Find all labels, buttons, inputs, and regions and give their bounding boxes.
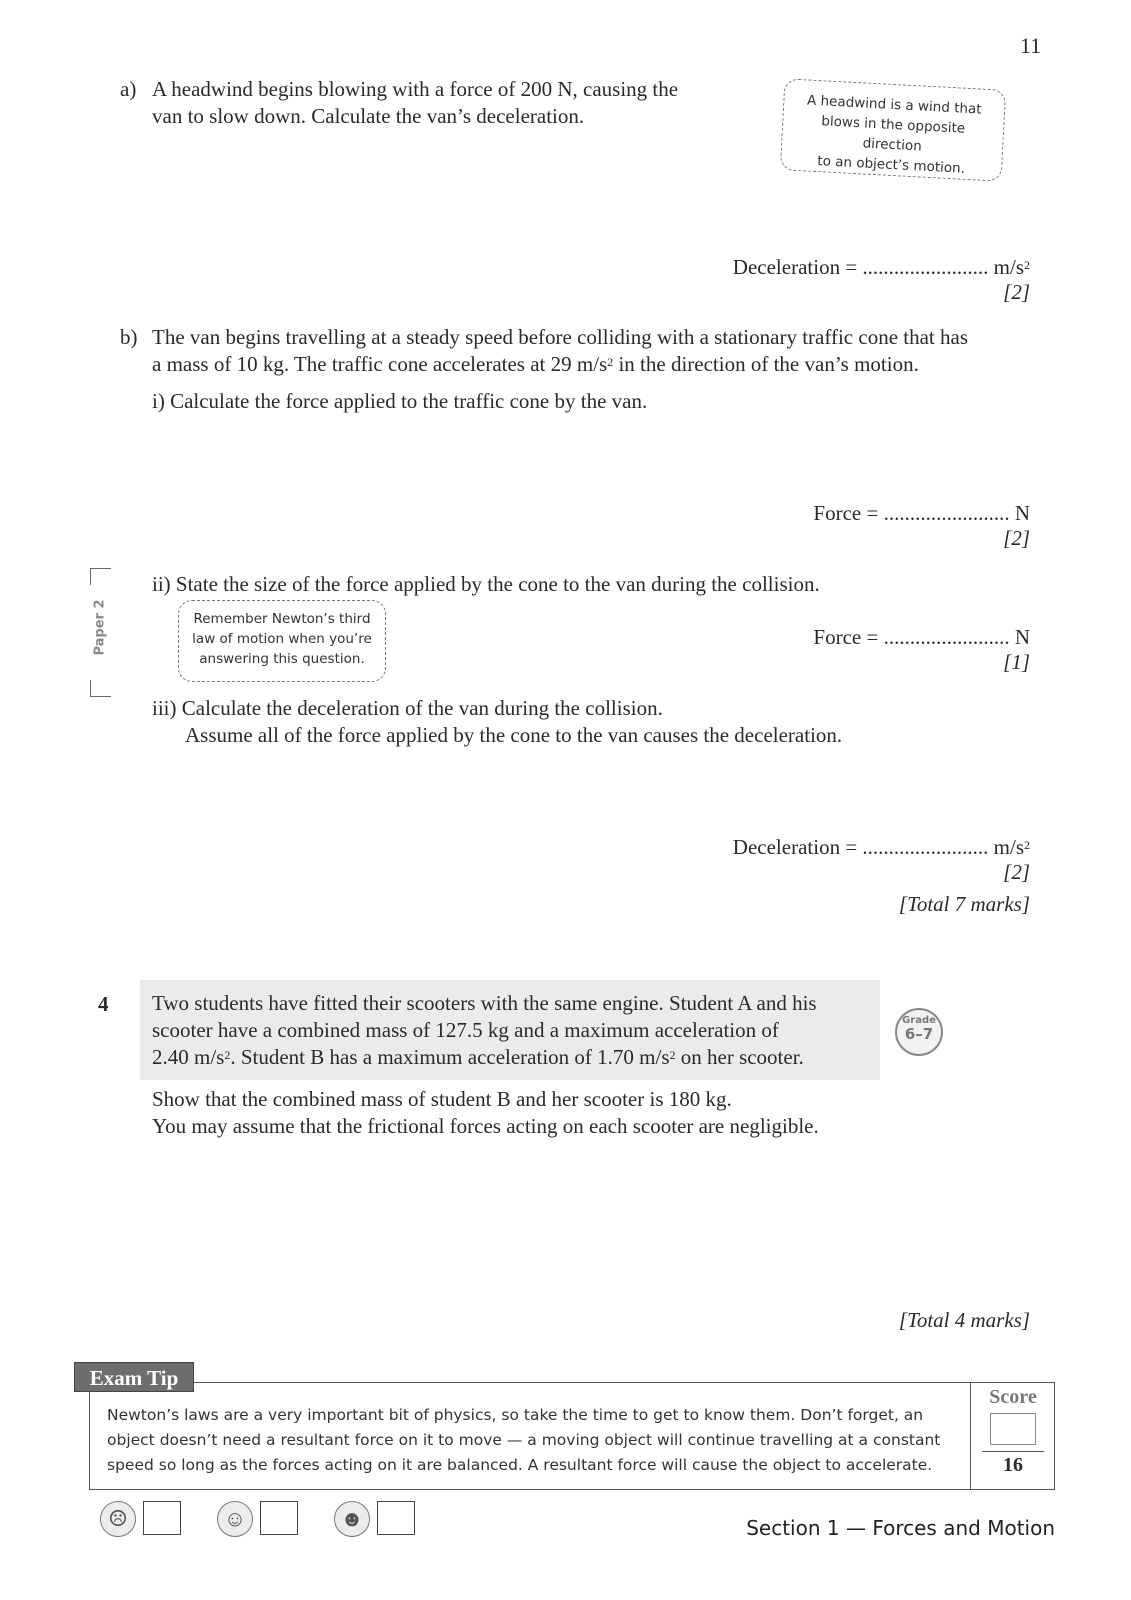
hint-line: law of motion when you’re xyxy=(192,631,372,647)
q3b-text xyxy=(152,324,1052,378)
q3b-iii-line2: Assume all of the force applied by the cone to the van causes the deceleration. xyxy=(185,723,843,747)
confidence-box-1[interactable] xyxy=(143,1501,181,1535)
q3b-label: b) xyxy=(120,325,138,349)
hint-line: Remember Newton’s third xyxy=(193,611,371,627)
superscript: 2 xyxy=(224,1048,231,1062)
hint-line: to an object’s motion. xyxy=(816,153,966,177)
q3a-text-line1: A headwind begins blowing with a force of 200 N, causing the xyxy=(152,77,679,101)
answer-unit: m/s xyxy=(993,835,1024,859)
q3b-iii-text xyxy=(152,695,952,749)
q4-line2: scooter have a combined mass of 127.5 kg and a maximum acceleration of xyxy=(152,1018,779,1042)
confidence-box-3[interactable] xyxy=(377,1501,415,1535)
q3b-iii-marks: [2] xyxy=(1003,860,1030,884)
answer-unit-sup: 2 xyxy=(1024,838,1030,852)
q4-show-text xyxy=(152,1086,952,1140)
answer-unit: m/s xyxy=(993,255,1024,279)
answer-label: Force = ........................ xyxy=(813,501,1010,525)
q4-line3 xyxy=(152,1044,872,1071)
hint-line: blows in the opposite direction xyxy=(820,113,966,155)
side-tab-bracket-bottom xyxy=(90,680,111,697)
headwind-hint-bubble xyxy=(780,78,1007,181)
superscript: 2 xyxy=(669,1048,676,1062)
q3b-text-line2 xyxy=(152,351,1052,378)
q3b-ii-answer-line[interactable] xyxy=(700,624,1030,651)
answer-unit: N xyxy=(1014,625,1030,649)
text-part: . Student B has a maximum acceleration of 1.70 m/s xyxy=(230,1045,670,1069)
q3a-text-line2: van to slow down. Calculate the van’s deceleration. xyxy=(152,104,585,128)
q3b-i-marks: [2] xyxy=(1003,526,1030,550)
q3a-marks: [2] xyxy=(1003,280,1030,304)
q3b-iii-answer-line[interactable] xyxy=(600,834,1030,861)
q3b-text-line1: The van begins travelling at a steady speed before colliding with a stationary traffic cone that has xyxy=(152,325,968,349)
q3b-ii-text: ii) State the size of the force applied by the cone to the van during the collision. xyxy=(152,572,820,596)
grade-badge-icon xyxy=(895,1008,943,1056)
superscript: 2 xyxy=(607,355,614,369)
answer-label: Deceleration = ........................ xyxy=(732,255,989,279)
q3a-text xyxy=(152,76,752,130)
q4-show-line1: Show that the combined mass of student B and her scooter is 180 kg. xyxy=(152,1087,732,1111)
q3b-ii-marks: [1] xyxy=(1003,650,1030,674)
score-panel xyxy=(970,1382,1055,1490)
confidence-box-2[interactable] xyxy=(260,1501,298,1535)
side-tab-bracket-top xyxy=(90,568,111,585)
hint-line: answering this question. xyxy=(199,651,365,667)
text-part: in the direction of the van’s motion. xyxy=(613,352,919,376)
newton-hint-bubble xyxy=(178,600,386,682)
hint-line: A headwind is a wind that xyxy=(806,92,982,118)
neutral-face-icon: ☺ xyxy=(217,1501,253,1537)
unsure-face-icon: ☹ xyxy=(100,1501,136,1537)
score-total: 16 xyxy=(1003,1454,1023,1476)
answer-label: Deceleration = ........................ xyxy=(732,835,989,859)
q4-line1: Two students have fitted their scooters with the same engine. Student A and his xyxy=(152,991,817,1015)
exam-tip-line3: speed so long as the forces acting on it are balanced. A resultant force will cause the object to accelerate. xyxy=(107,1456,933,1474)
text-part: on her scooter. xyxy=(675,1045,804,1069)
score-label: Score xyxy=(989,1386,1037,1408)
answer-unit: N xyxy=(1014,501,1030,525)
text-part: a mass of 10 kg. The traffic cone accelerates at 29 m/s xyxy=(152,352,608,376)
happy-face-icon: ☻ xyxy=(334,1501,370,1537)
exam-tip-text xyxy=(107,1403,957,1478)
footer-section-title: Section 1 — Forces and Motion xyxy=(746,1516,1055,1540)
page-number: 11 xyxy=(1020,33,1042,58)
q3b-iii-line1: iii) Calculate the deceleration of the van during the collision. xyxy=(152,696,663,720)
side-tab-label: Paper 2 xyxy=(92,599,108,656)
score-divider xyxy=(982,1451,1044,1452)
answer-label: Force = ........................ xyxy=(813,625,1010,649)
q4-total-marks: [Total 4 marks] xyxy=(898,1308,1030,1332)
exam-tip-title: Exam Tip xyxy=(74,1362,194,1392)
q3a-label: a) xyxy=(120,77,137,101)
grade-value: 6–7 xyxy=(904,1025,934,1043)
q3b-i-text: i) Calculate the force applied to the traffic cone by the van. xyxy=(152,389,648,413)
q3-total-marks: [Total 7 marks] xyxy=(898,892,1030,916)
grade-label: Grade xyxy=(902,1015,936,1026)
q4-number: 4 xyxy=(98,992,109,1016)
exam-tip-line1: Newton’s laws are a very important bit of physics, so take the time to get to know them. Don’t forget, an xyxy=(107,1406,924,1424)
score-input-box[interactable] xyxy=(990,1413,1036,1445)
exam-tip-line2: object doesn’t need a resultant force on it to move — a moving object will continue travelling at a constant xyxy=(107,1431,941,1449)
q3b-i-answer-line[interactable] xyxy=(700,500,1030,527)
q4-show-line2: You may assume that the frictional forces acting on each scooter are negligible. xyxy=(152,1114,819,1138)
text-part: 2.40 m/s xyxy=(152,1045,225,1069)
q4-intro-text xyxy=(152,990,872,1071)
q3a-answer-line[interactable] xyxy=(600,254,1030,281)
answer-unit-sup: 2 xyxy=(1024,258,1030,272)
